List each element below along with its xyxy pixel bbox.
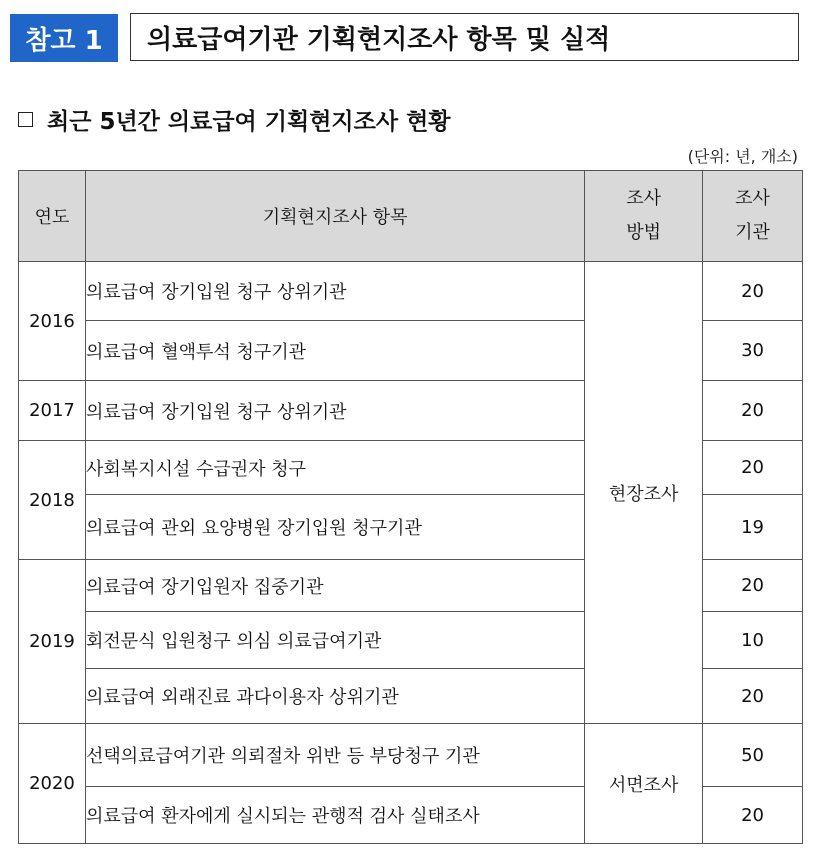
item-cell: 의료급여 혈액투석 청구기관 [85, 321, 584, 381]
section-heading-text: 최근 5년간 의료급여 기획현지조사 현황 [47, 109, 451, 135]
item-cell: 의료급여 관외 요양병원 장기입원 청구기관 [85, 495, 584, 560]
table-row [19, 262, 803, 321]
header-method-line2: 방법 [626, 222, 662, 243]
section-heading [18, 103, 451, 136]
item-cell: 사회복지시설 수급권자 청구 [85, 441, 584, 495]
item-cell: 의료급여 장기입원 청구 상위기관 [85, 262, 584, 321]
count-cell: 20 [703, 441, 803, 495]
item-cell: 의료급여 장기입원자 집중기관 [85, 560, 584, 612]
year-cell: 2019 [19, 560, 86, 724]
item-cell: 의료급여 환자에게 실시되는 관행적 검사 실태조사 [85, 787, 584, 844]
item-cell: 의료급여 장기입원 청구 상위기관 [85, 381, 584, 441]
item-cell: 의료급여 외래진료 과다이용자 상위기관 [85, 669, 584, 724]
header-count [703, 171, 803, 262]
header-method [585, 171, 703, 262]
table-header-row [19, 171, 803, 262]
count-cell: 10 [703, 612, 803, 669]
year-cell: 2018 [19, 441, 86, 560]
item-cell: 선택의료급여기관 의뢰절차 위반 등 부당청구 기관 [85, 724, 584, 787]
count-cell: 20 [703, 381, 803, 441]
header-method-line1: 조사 [626, 188, 662, 209]
header-count-line1: 조사 [735, 188, 770, 209]
header-count-line2: 기관 [735, 222, 770, 243]
method-cell: 현장조사 [585, 262, 703, 724]
count-cell: 30 [703, 321, 803, 381]
count-cell: 20 [703, 787, 803, 844]
page-title: 의료급여기관 기획현지조사 항목 및 실적 [130, 13, 799, 61]
count-cell: 19 [703, 495, 803, 560]
year-cell: 2016 [19, 262, 86, 381]
item-cell: 회전문식 입원청구 의심 의료급여기관 [85, 612, 584, 669]
count-cell: 20 [703, 262, 803, 321]
year-cell: 2020 [19, 724, 86, 844]
header-item: 기획현지조사 항목 [85, 171, 584, 262]
method-cell: 서면조사 [585, 724, 703, 844]
count-cell: 50 [703, 724, 803, 787]
survey-table [18, 170, 803, 844]
year-cell: 2017 [19, 381, 86, 441]
checkbox-icon [18, 112, 33, 127]
count-cell: 20 [703, 560, 803, 612]
unit-note: (단위: 년, 개소) [687, 147, 798, 166]
reference-badge: 참고 1 [10, 14, 118, 62]
table-row [19, 724, 803, 787]
count-cell: 20 [703, 669, 803, 724]
header-year: 연도 [19, 171, 86, 262]
